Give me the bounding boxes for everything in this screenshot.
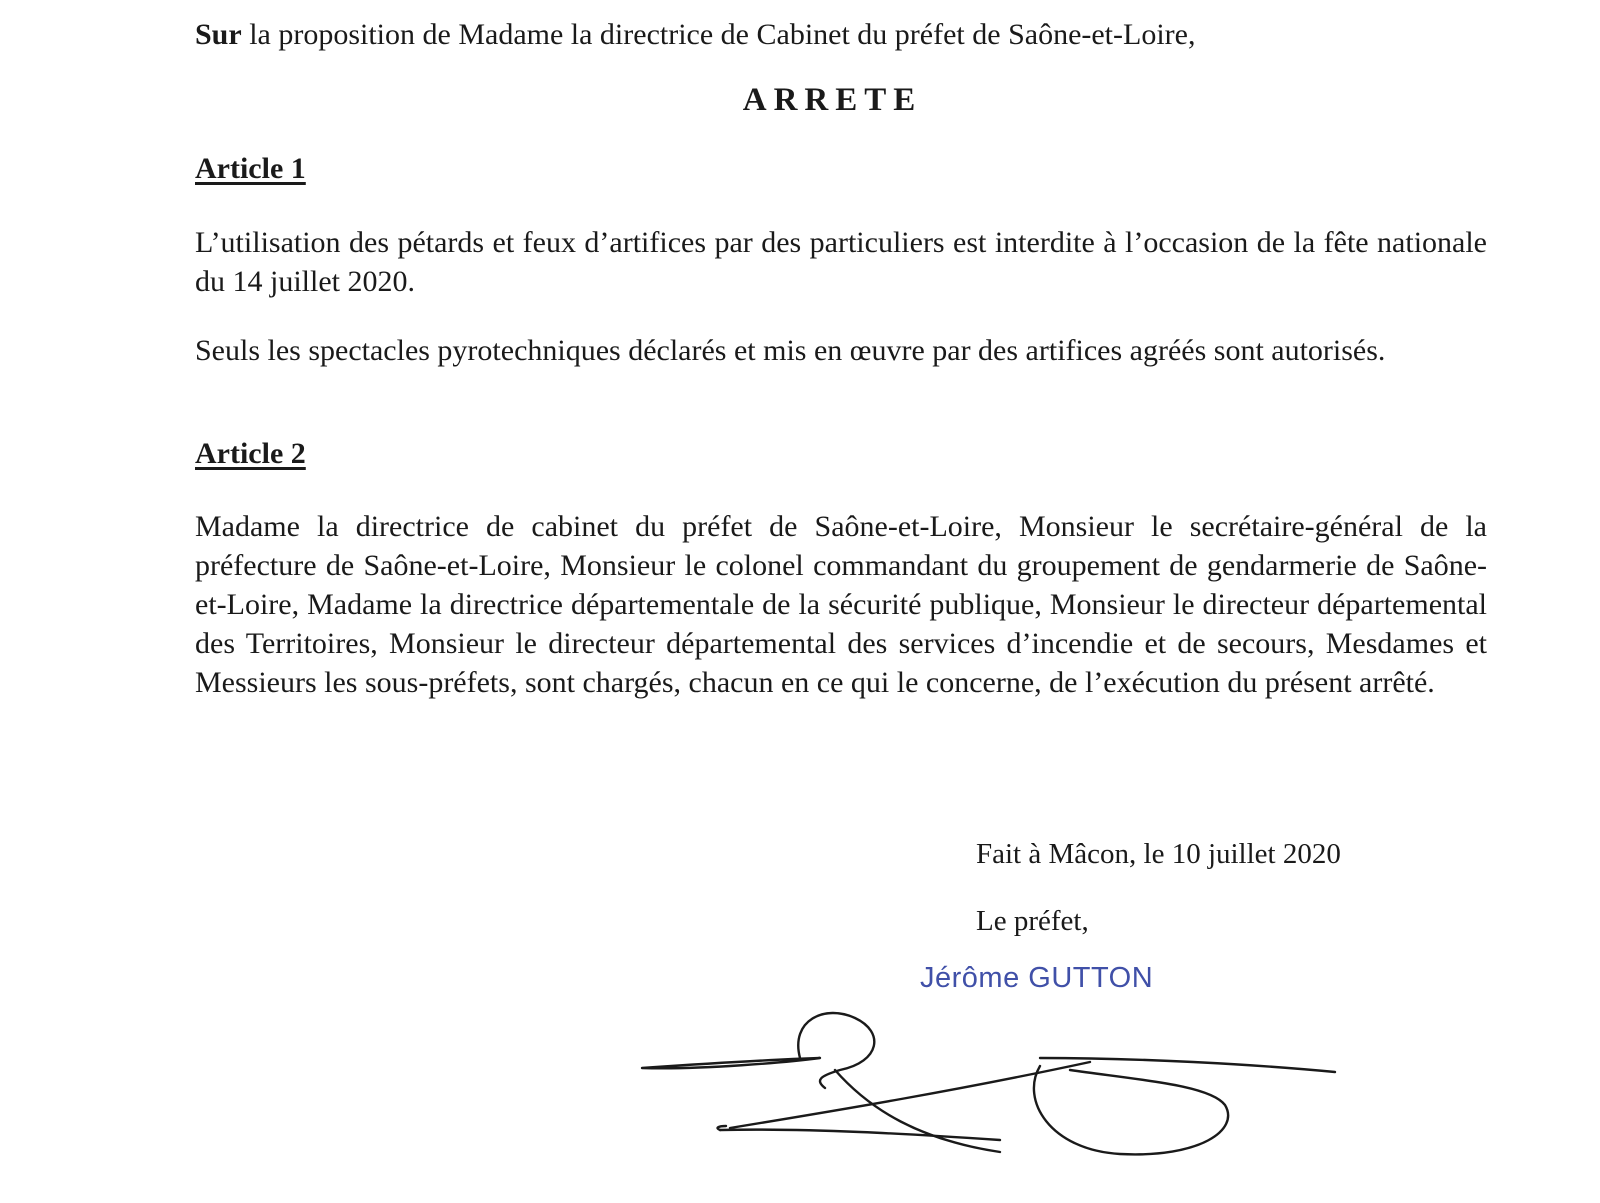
article-1-paragraph-1: L’utilisation des pétards et feux d’artifices par des particuliers est interdite à l’occasion de la fête nationale du 14 juillet 2020. [195,226,1487,298]
article-2-paragraph-1: Madame la directrice de cabinet du préfet de Saône-et-Loire, Monsieur le secrétaire-général de la préfecture de Saône-et-Loire, Monsieur le colonel commandant du groupement de gendarmerie de Saône-et-Loire, Madame la directrice départementale de la sécurité publique, Monsieur le directeur départemental des Territoires, Monsieur le directeur départemental des services d’incendie et de secours, Mesdames et Messieurs les sous-préfets, sont chargés, chacun en ce qui le concerne, de l’exécution du présent arrêté. [195,510,1487,699]
signer-name-stamp: Jérôme GUTTON [920,962,1154,994]
intro-text: la proposition de Madame la directrice de Cabinet du préfet de Saône-et-Loire, [241,18,1196,51]
article-1-heading: Article 1 [195,152,306,185]
intro-paragraph [195,15,1487,54]
signer-title: Le préfet, [976,905,1089,937]
intro-lead-word: Sur [195,18,242,51]
handwritten-signature [640,1010,1380,1200]
place-and-date: Fait à Mâcon, le 10 juillet 2020 [976,838,1341,870]
article-1-paragraph-2: Seuls les spectacles pyrotechniques déclarés et mis en œuvre par des artifices agréés sont autorisés. [195,334,1386,367]
article-2-heading: Article 2 [195,437,306,470]
decree-title: ARRETE [742,82,923,118]
